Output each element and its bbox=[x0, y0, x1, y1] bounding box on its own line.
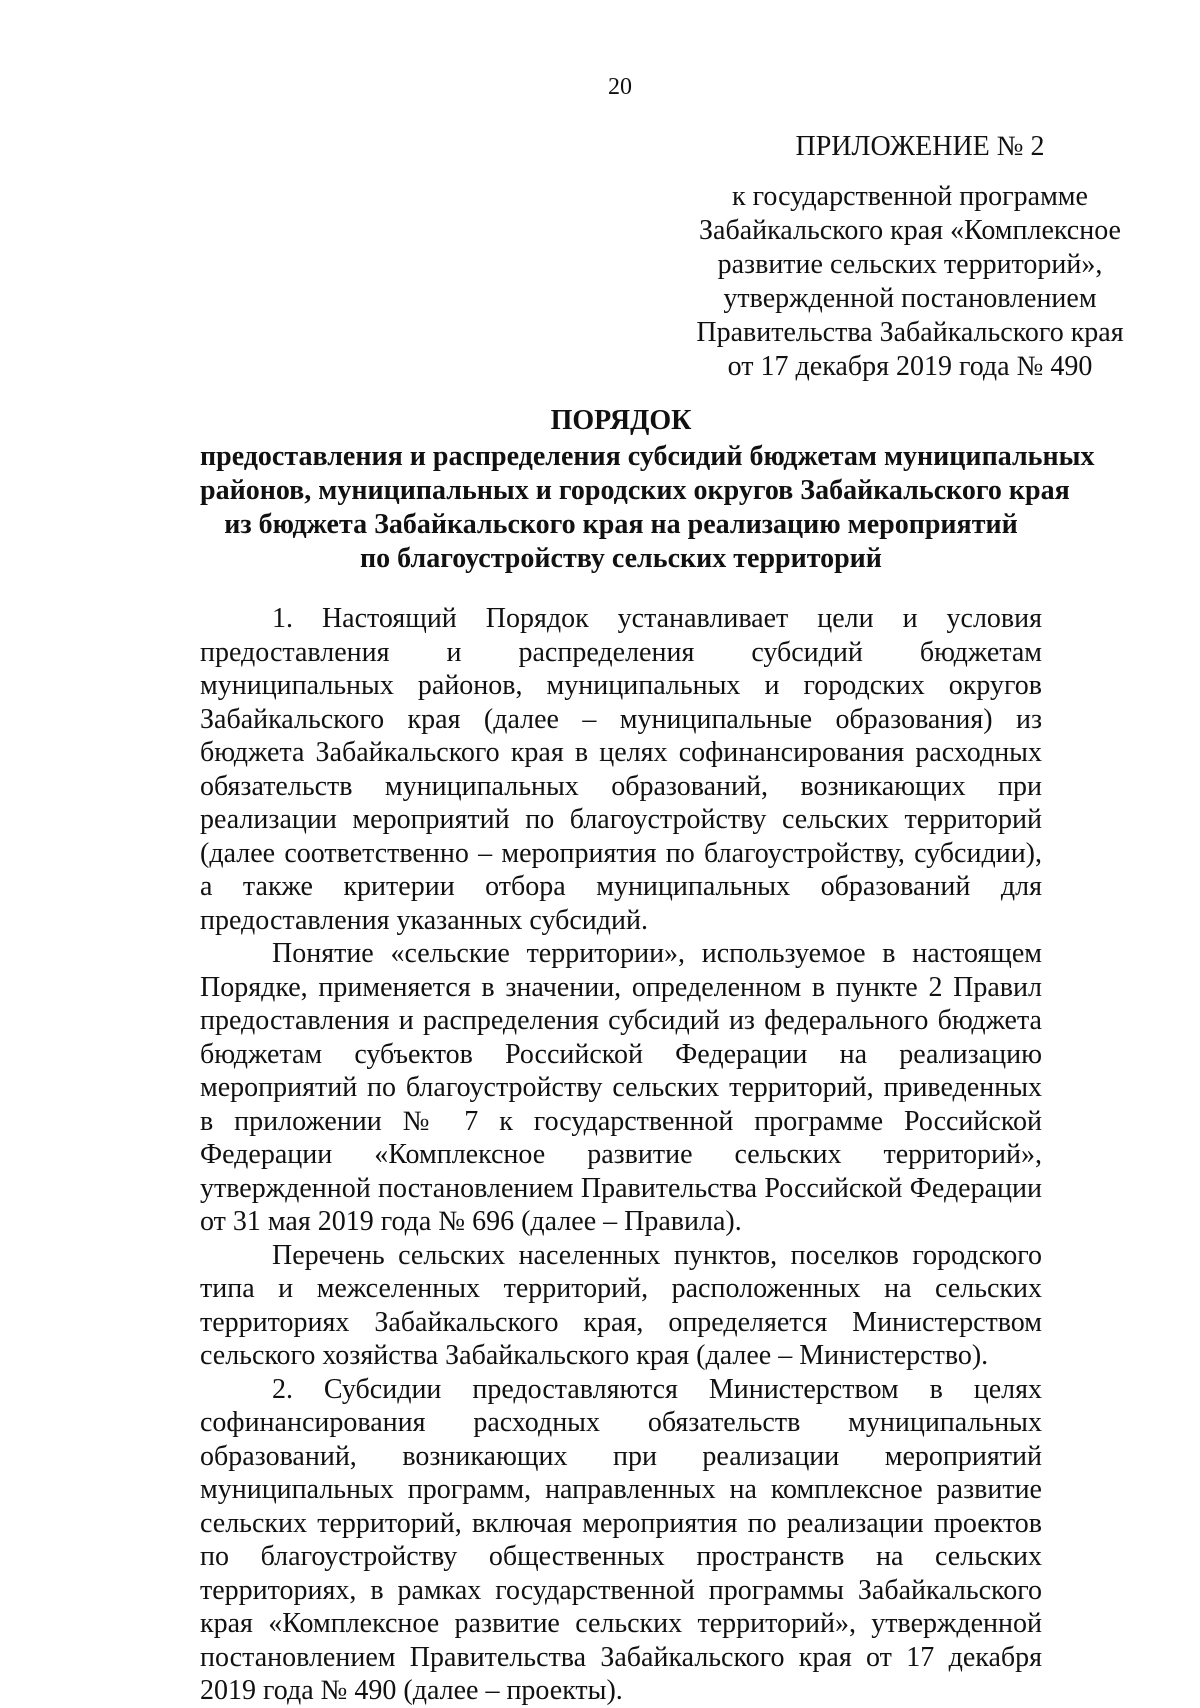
paragraph: 2. Субсидии предоставляются Министерством в целях софинансирования расходных обязательств муниципальных образований, возникающих при реализации мероприятий муниципальных программ, направленных на комплексное развитие сельских территорий, включая мероприятия по реализации проектов по благоустройству общественных пространств на сельских территориях, в рамках государственной программы Забайкальского края «Комплексное развитие сельских территорий», утвержденной постановлением Правительства Забайкальского края от 17 декабря 2019 года № 490 (далее – проекты). bbox=[200, 1373, 1042, 1706]
appendix-ref-line: развитие сельских территорий», bbox=[717, 249, 1103, 280]
appendix-ref-line: к государственной программе bbox=[732, 181, 1088, 212]
appendix-ref-line: утвержденной постановлением bbox=[723, 283, 1097, 314]
appendix-ref-line: от 17 декабря 2019 года № 490 bbox=[727, 351, 1093, 382]
page-number: 20 bbox=[608, 74, 632, 100]
subtitle-line: по благоустройству сельских территорий bbox=[360, 543, 882, 574]
subtitle-line: из бюджета Забайкальского края на реализацию мероприятий bbox=[224, 509, 1018, 540]
appendix-ref-line: Правительства Забайкальского края bbox=[696, 317, 1124, 348]
appendix-reference bbox=[660, 180, 1160, 384]
paragraph: Перечень сельских населенных пунктов, поселков городского типа и межселенных территорий, расположенных на сельских территориях Забайкальского края, определяется Министерством сельского хозяйства Забайкальского края (далее – Министерство). bbox=[200, 1239, 1042, 1371]
paragraph: Понятие «сельские территории», используемое в настоящем Порядке, применяется в значении, определенном в пункте 2 Правил предоставления и распределения субсидий из федерального бюджета бюджетам субъектов Российской Федерации на реализацию мероприятий по благоустройству сельских территорий, приведенных в приложении № 7 к государственной программе Российской Федерации «Комплексное развитие сельских территорий», утвержденной постановлением Правительства Российской Федерации от 31 мая 2019 года № 696 (далее – Правила). bbox=[200, 938, 1042, 1237]
subtitle-line: предоставления и распределения субсидий бюджетам муниципальных bbox=[200, 441, 1095, 472]
paragraph: 1. Настоящий Порядок устанавливает цели и условия предоставления и распределения субсидий бюджетам муниципальных районов, муниципальных и городских округов Забайкальского края (далее – муниципальные образования) из бюджета Забайкальского края в целях софинансирования расходных обязательств муниципальных образований, возникающих при реализации мероприятий по благоустройству сельских территорий (далее соответственно – мероприятия по благоустройству, субсидии), а также критерии отбора муниципальных образований для предоставления указанных субсидий. bbox=[200, 603, 1042, 936]
document-title: ПОРЯДОК bbox=[550, 405, 692, 436]
document-body bbox=[200, 602, 1042, 1708]
document-subtitle bbox=[200, 440, 1095, 576]
subtitle-line: районов, муниципальных и городских округов Забайкальского края bbox=[200, 475, 1070, 506]
appendix-ref-line: Забайкальского края «Комплексное bbox=[699, 215, 1121, 246]
appendix-title: ПРИЛОЖЕНИЕ № 2 bbox=[795, 131, 1045, 162]
